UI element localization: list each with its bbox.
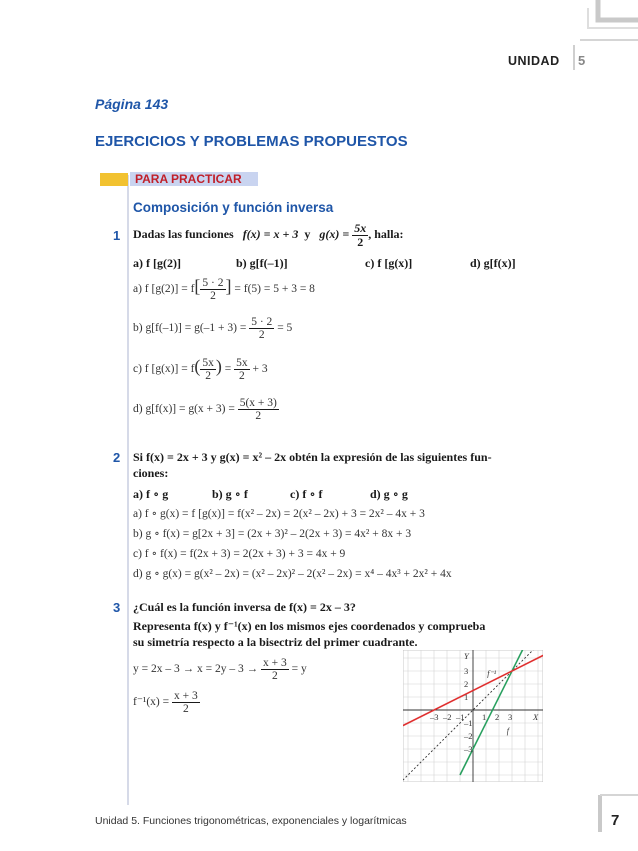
ex2-part-c-label: c) f ∘ f bbox=[290, 487, 323, 501]
practice-tag: PARA PRACTICAR bbox=[135, 172, 242, 186]
ex1-part-a-label: a) f [g(2)] bbox=[133, 256, 181, 270]
f-label: f bbox=[506, 726, 510, 736]
function-graph bbox=[403, 650, 543, 782]
x-tick-label: –1 bbox=[456, 712, 465, 722]
subsection-title: Composición y función inversa bbox=[133, 200, 334, 215]
y-tick-label: 1 bbox=[464, 692, 469, 702]
exercise-1-statement: Dadas las funciones f(x) = x + 3 y g(x) = $\frac{5x}{2}$ , halla: bbox=[133, 221, 404, 249]
y-tick-label: –1 bbox=[464, 718, 473, 728]
ex3-inverse-result: f⁻¹(x) = $\frac{x + 3}{2}$ bbox=[133, 690, 198, 716]
ex2-solution-a: a) f ∘ g(x) = f [g(x)] = f(x² – 2x) = 2(x² – 2x) + 3 = 2x² – 4x + 3 bbox=[133, 508, 425, 520]
x-tick-label: –3 bbox=[430, 712, 439, 722]
y-axis-label: Y bbox=[464, 651, 469, 661]
ex1-part-b-label: b) g[f(–1)] bbox=[236, 256, 288, 270]
x-axis-label: X bbox=[533, 712, 539, 722]
footer-text: Unidad 5. Funciones trigonométricas, exponenciales y logarítmicas bbox=[95, 815, 407, 827]
y-tick-label: 3 bbox=[464, 666, 469, 676]
section-title: EJERCICIOS Y PROBLEMAS PROPUESTOS bbox=[95, 133, 408, 150]
unit-number: 5 bbox=[578, 53, 586, 68]
y-tick-label: –3 bbox=[464, 744, 473, 754]
page-number: 7 bbox=[611, 812, 620, 829]
y-tick-label: 2 bbox=[464, 679, 469, 689]
exercise-2-number: 2 bbox=[113, 450, 121, 465]
ex1-part-c-label: c) f [g(x)] bbox=[365, 256, 413, 270]
x-tick-label: –2 bbox=[443, 712, 452, 722]
exercise-3-number: 3 bbox=[113, 600, 121, 615]
tag-accent-bar bbox=[100, 173, 128, 186]
ex3-solution-steps: y = 2x – 3 → x = 2y – 3 → $\frac{x + 3}{2}$ = y bbox=[133, 657, 307, 683]
exercise-2-statement-line2: ciones: bbox=[133, 466, 169, 480]
exercise-3-statement-line0: ¿Cuál es la función inversa de f(x) = 2x – 3? bbox=[133, 600, 356, 614]
unit-label: UNIDAD bbox=[508, 54, 560, 68]
ex2-solution-d: d) g ∘ g(x) = g(x² – 2x) = (x² – 2x)² – 2(x² – 2x) = x⁴ – 4x³ + 2x² + 4x bbox=[133, 568, 452, 580]
x-tick-label: 3 bbox=[508, 712, 513, 722]
ex1-solution-b: b) g[f(–1)] = g(–1 + 3) = $\frac{5 \cdot 2}{2}$ = 5 bbox=[133, 316, 293, 342]
ex2-solution-c: c) f ∘ f(x) = f(2x + 3) = 2(2x + 3) + 3 = 4x + 9 bbox=[133, 548, 346, 560]
ex2-part-b-label: b) g ∘ f bbox=[212, 487, 248, 501]
ex2-part-d-label: d) g ∘ g bbox=[370, 487, 408, 501]
exercise-2-statement-line1: Si f(x) = 2x + 3 y g(x) = x² – 2x obtén la expresión de las siguientes fun- bbox=[133, 450, 492, 464]
exercise-3-statement-line2: su simetría respecto a la bisectriz del primer cuadrante. bbox=[133, 635, 418, 649]
x-tick-label: 1 bbox=[482, 712, 487, 722]
ex1-part-d-label: d) g[f(x)] bbox=[470, 256, 516, 270]
ex1-solution-c: c) f [g(x)] = f( $\frac{5x}{2}$ ) = $\frac{5x}{2}$ + 3 bbox=[133, 356, 268, 382]
ex2-part-a-label: a) f ∘ g bbox=[133, 487, 169, 501]
exercise-3-statement-line1: Representa f(x) y f⁻¹(x) en los mismos ejes coordenados y comprueba bbox=[133, 619, 486, 633]
ex1-solution-d: d) g[f(x)] = g(x + 3) = $\frac{5(x + 3)}{2}$ bbox=[133, 397, 277, 423]
page-reference: Página 143 bbox=[95, 96, 169, 112]
ex2-solution-b: b) g ∘ f(x) = g[2x + 3] = (2x + 3)² – 2(2x + 3) = 4x² + 8x + 3 bbox=[133, 528, 412, 540]
exercise-1-number: 1 bbox=[113, 228, 121, 243]
x-tick-label: 2 bbox=[495, 712, 500, 722]
f-inverse-label: f⁻¹ bbox=[487, 669, 497, 679]
y-tick-label: –2 bbox=[464, 731, 473, 741]
ex1-solution-a: a) f [g(2)] = f[ $\frac{5 \cdot 2}{2}$ ] = f(5) = 5 + 3 = 8 bbox=[133, 276, 315, 302]
